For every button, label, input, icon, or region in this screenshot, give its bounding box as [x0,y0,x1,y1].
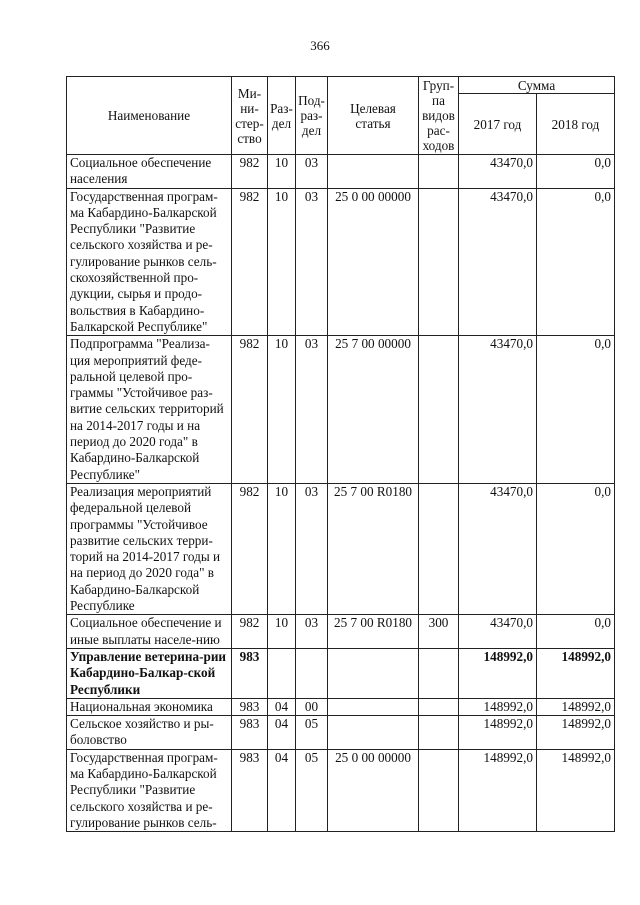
cell-subsection: 03 [296,155,328,189]
cell-2017: 148992,0 [459,648,537,698]
cell-name: Управление ветерина-рии Кабардино-Балкар-ской Республики [67,648,232,698]
cell-2017: 43470,0 [459,155,537,189]
cell-ministry: 983 [232,698,268,715]
cell-expense-group [419,336,459,484]
cell-expense-group [419,648,459,698]
cell-2018: 0,0 [537,188,615,336]
page-number: 366 [310,38,330,53]
table-row [67,188,615,336]
cell-2017: 43470,0 [459,483,537,614]
cell-expense-group [419,698,459,715]
cell-2017: 148992,0 [459,749,537,831]
cell-2018: 0,0 [537,155,615,189]
cell-section: 10 [268,188,296,336]
cell-name: Социальное обеспечение и иные выплаты населе-нию [67,615,232,649]
cell-ministry: 982 [232,155,268,189]
cell-name: Государственная програм-ма Кабардино-Балкарской Республики "Развитие сельского хозяйства и ре-гулирование рынков сель- [67,749,232,831]
header-year-2017: 2017 год [459,94,537,155]
cell-subsection: 05 [296,716,328,750]
cell-expense-group: 300 [419,615,459,649]
cell-expense-group [419,188,459,336]
cell-2018: 0,0 [537,615,615,649]
cell-2018: 148992,0 [537,716,615,750]
cell-name: Сельское хозяйство и ры-боловство [67,716,232,750]
cell-2018: 148992,0 [537,749,615,831]
budget-table [66,76,615,832]
cell-section: 10 [268,155,296,189]
cell-subsection: 03 [296,615,328,649]
cell-ministry: 983 [232,749,268,831]
cell-target [328,716,419,750]
cell-ministry: 983 [232,648,268,698]
cell-ministry: 983 [232,716,268,750]
table-body [67,155,615,832]
header-row-top [67,77,615,94]
cell-expense-group [419,155,459,189]
cell-target: 25 7 00 00000 [328,336,419,484]
cell-subsection: 03 [296,336,328,484]
cell-name: Реализация мероприятий федеральной целевой программы "Устойчивое развитие сельских терри-торий на 2014-2017 годы и на период до 2020 года" в Кабардино-Балкарской Республике [67,483,232,614]
cell-name: Социальное обеспечение населения [67,155,232,189]
cell-ministry: 982 [232,615,268,649]
cell-section: 04 [268,749,296,831]
cell-target: 25 7 00 R0180 [328,483,419,614]
header-expense-group: Груп- па видов рас- ходов [419,77,459,155]
header-target: Целевая статья [328,77,419,155]
table-row [67,155,615,189]
cell-2018: 148992,0 [537,648,615,698]
cell-target: 25 7 00 R0180 [328,615,419,649]
header-ministry: Ми- ни- стер- ство [232,77,268,155]
cell-2017: 148992,0 [459,698,537,715]
cell-2017: 43470,0 [459,615,537,649]
cell-ministry: 982 [232,188,268,336]
header-name: Наименование [67,77,232,155]
cell-2018: 148992,0 [537,698,615,715]
cell-subsection: 00 [296,698,328,715]
header-subsection: Под- раз- дел [296,77,328,155]
cell-2017: 43470,0 [459,188,537,336]
cell-section [268,648,296,698]
cell-section: 10 [268,615,296,649]
table-row [67,336,615,484]
cell-section: 10 [268,336,296,484]
table-row [67,483,615,614]
header-section: Раз- дел [268,77,296,155]
cell-section: 10 [268,483,296,614]
cell-subsection [296,648,328,698]
cell-ministry: 982 [232,336,268,484]
cell-expense-group [419,716,459,750]
cell-name: Подпрограмма "Реализа-ция мероприятий феде-ральной целевой про-граммы "Устойчивое раз-витие сельских территорий на 2014-2017 годы и на период до 2020 года" в Кабардино-Балкарской Республике" [67,336,232,484]
cell-2018: 0,0 [537,336,615,484]
cell-expense-group [419,483,459,614]
cell-expense-group [419,749,459,831]
cell-name: Национальная экономика [67,698,232,715]
cell-target [328,648,419,698]
table-row [67,615,615,649]
header-year-2018: 2018 год [537,94,615,155]
table-row [67,716,615,750]
cell-subsection: 03 [296,483,328,614]
cell-target [328,155,419,189]
cell-2017: 43470,0 [459,336,537,484]
cell-target: 25 0 00 00000 [328,188,419,336]
cell-subsection: 03 [296,188,328,336]
cell-subsection: 05 [296,749,328,831]
header-sum: Сумма [459,77,615,94]
table-row [67,698,615,715]
cell-name: Государственная програм-ма Кабардино-Балкарской Республики "Развитие сельского хозяйства и ре-гулирование рынков сель-скохозяйственной про-дукции, сырья и продо-вольствия в Кабардино-Балкарской Республике" [67,188,232,336]
cell-target [328,698,419,715]
table-row [67,749,615,831]
cell-ministry: 982 [232,483,268,614]
cell-2018: 0,0 [537,483,615,614]
table-row [67,648,615,698]
cell-2017: 148992,0 [459,716,537,750]
cell-section: 04 [268,698,296,715]
cell-section: 04 [268,716,296,750]
cell-target: 25 0 00 00000 [328,749,419,831]
